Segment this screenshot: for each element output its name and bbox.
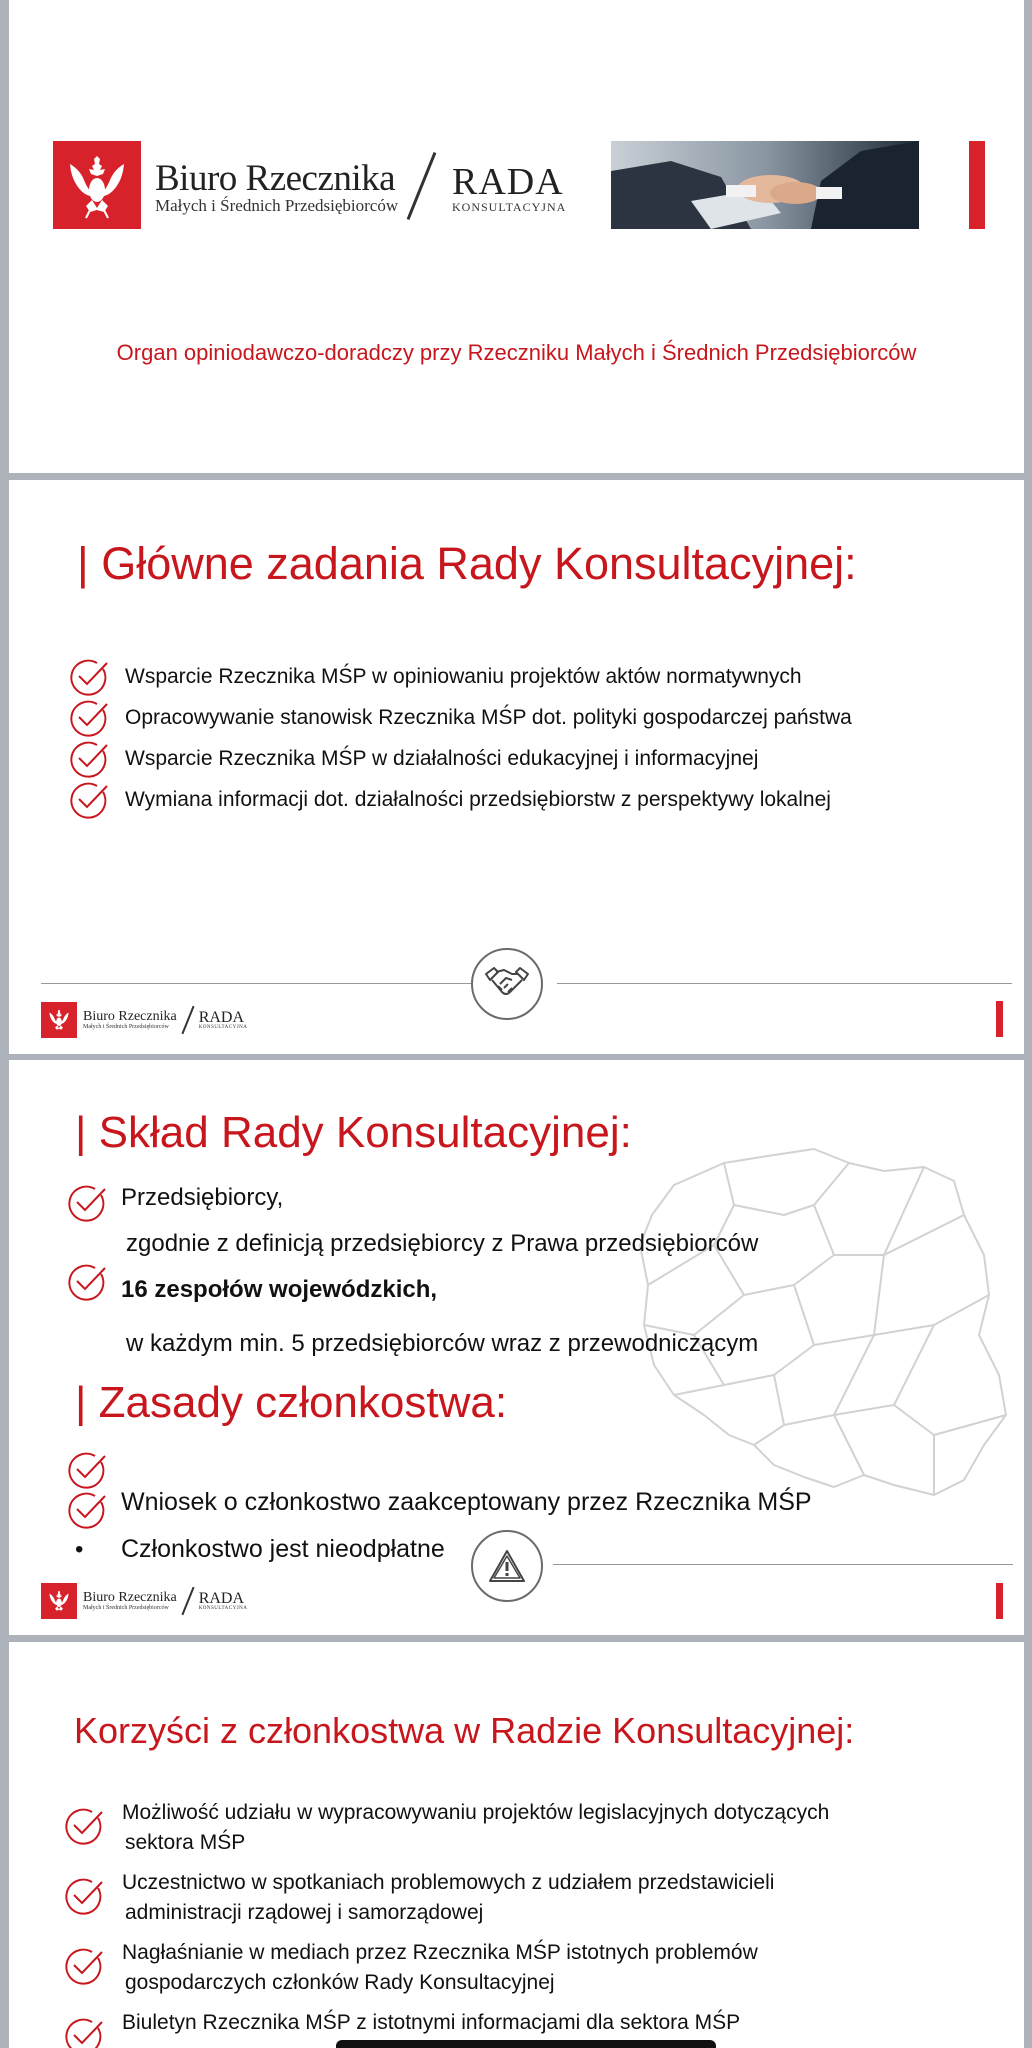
footer-rada-subtitle: KONSULTACYJNA <box>198 1605 248 1611</box>
check-circle-icon <box>64 1946 104 1986</box>
slide-title <box>9 0 1024 473</box>
footer-brand-title: Biuro Rzecznika <box>83 1009 177 1024</box>
check-circle-icon <box>69 739 109 779</box>
list-item-text: Wsparcie Rzecznika MŚP w działalności edukacyjnej i informacyjnej <box>125 746 759 770</box>
footer-brand-subtitle: Małych i Średnich Przedsiębiorców <box>83 1605 169 1611</box>
list-item-text: Możliwość udziału w wypracowywaniu projektów legislacyjnych dotyczących <box>122 1801 830 1824</box>
list-item-text: Wsparcie Rzecznika MŚP w opiniowaniu projektów aktów normatywnych <box>125 664 802 688</box>
benefits-heading: Korzyści z członkostwa w Radzie Konsultacyjnej: <box>74 1710 855 1751</box>
check-circle-icon <box>67 1490 107 1530</box>
check-circle-icon <box>64 1806 104 1846</box>
check-circle-icon <box>64 2016 104 2048</box>
check-circle-icon <box>67 1262 107 1302</box>
list-item <box>69 779 852 820</box>
tagline: Organ opiniodawczo-doradczy przy Rzeczniku Małych i Średnich Przedsiębiorców <box>116 340 917 365</box>
slide-benefits <box>9 1642 1024 2048</box>
brand-subtitle: Małych i Średnich Przedsiębiorców <box>155 196 399 215</box>
footer-rada-title: RADA <box>198 1008 245 1026</box>
slide-composition <box>9 1060 1024 1635</box>
check-circle-icon <box>69 780 109 820</box>
list-item <box>69 738 852 779</box>
divider-line <box>557 983 1012 984</box>
home-indicator[interactable] <box>336 2040 716 2048</box>
check-circle-icon <box>67 1450 107 1490</box>
accent-bar <box>996 1583 1003 1619</box>
handshake-photo <box>611 141 919 229</box>
footer-rada-subtitle: KONSULTACYJNA <box>198 1024 248 1030</box>
accent-bar <box>996 1001 1003 1037</box>
list-item <box>69 656 852 697</box>
divider-line <box>41 983 473 984</box>
list-item <box>64 1938 758 1998</box>
footer-rada-title: RADA <box>198 1589 245 1607</box>
slide-main-tasks <box>9 480 1024 1054</box>
tasks-heading: | Główne zadania Rady Konsultacyjnej: <box>77 538 857 589</box>
composition-heading: | Skład Rady Konsultacyjnej: <box>75 1108 632 1157</box>
list-item-text: Uczestnictwo w spotkaniach problemowych z udziałem przedstawicieli <box>122 1871 775 1894</box>
composition-item2-title: 16 zespołów wojewódzkich, <box>121 1276 438 1303</box>
list-item-text: gospodarczych członków Rady Konsultacyjnej <box>125 1971 555 1994</box>
divider-line <box>553 1564 1013 1565</box>
footer-brand-subtitle: Małych i Średnich Przedsiębiorców <box>83 1024 169 1030</box>
list-item-text: Opracowywanie stanowisk Rzecznika MŚP dot. polityki gospodarczej państwa <box>125 705 852 729</box>
list-item-text: Wymiana informacji dot. działalności przedsiębiorstw z perspektywy lokalnej <box>125 787 831 811</box>
handshake-icon <box>471 948 543 1020</box>
rada-title: RADA <box>452 161 564 203</box>
membership-rule1: Wniosek o członkostwo zaakceptowany przez Rzecznika MŚP <box>121 1488 812 1516</box>
membership-rule2: Członkostwo jest nieodpłatne <box>121 1535 445 1563</box>
polish-eagle-icon <box>53 141 141 229</box>
list-item <box>64 1868 774 1928</box>
footer-brand-title: Biuro Rzecznika <box>83 1590 177 1605</box>
brand-title: Biuro Rzecznika <box>155 158 396 199</box>
composition-item1-title: Przedsiębiorcy, <box>121 1184 284 1211</box>
list-item-text: administracji rządowej i samorządowej <box>125 1901 484 1924</box>
list-item <box>64 1798 829 1858</box>
check-circle-icon <box>64 1876 104 1916</box>
polish-eagle-icon <box>41 1002 77 1038</box>
tasks-list <box>69 656 852 820</box>
composition-item2-desc: w każdym min. 5 przedsiębiorców wraz z przewodniczącym <box>126 1330 759 1357</box>
check-circle-icon <box>67 1183 107 1223</box>
footer-logo <box>41 1002 247 1038</box>
list-item-text: Nagłaśnianie w mediach przez Rzecznika MŚP istotnych problemów <box>122 1941 758 1964</box>
accent-bar <box>969 141 985 229</box>
brand-divider <box>407 152 437 220</box>
check-circle-icon <box>69 657 109 697</box>
bullet-icon: • <box>75 1536 84 1563</box>
list-item-text: Biuletyn Rzecznika MŚP z istotnymi informacjami dla sektora MŚP <box>122 2011 741 2034</box>
list-item <box>69 697 852 738</box>
list-item-text: sektora MŚP <box>125 1831 246 1854</box>
check-circle-icon <box>69 698 109 738</box>
footer-logo <box>41 1583 247 1619</box>
warning-icon <box>471 1530 543 1602</box>
composition-item1-desc: zgodnie z definicją przedsiębiorcy z Prawa przedsiębiorców <box>126 1230 759 1257</box>
membership-heading: | Zasady członkostwa: <box>75 1378 508 1427</box>
rada-subtitle: KONSULTACYJNA <box>452 200 567 214</box>
polish-eagle-icon <box>41 1583 77 1619</box>
